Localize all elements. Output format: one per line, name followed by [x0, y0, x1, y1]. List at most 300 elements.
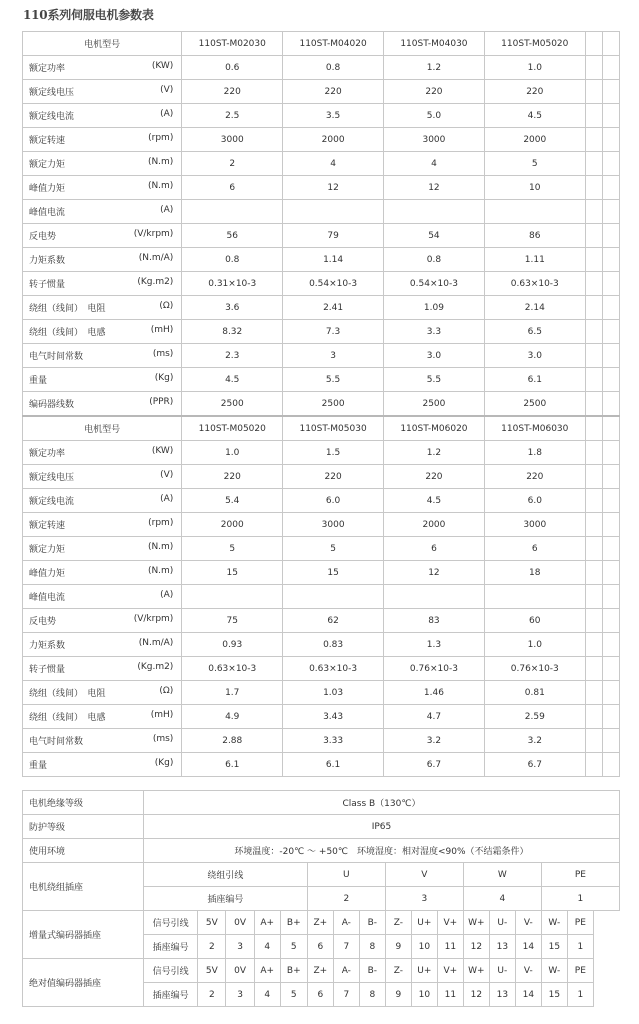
parameter-name: 力矩系数	[29, 641, 66, 651]
empty-cell	[585, 392, 602, 417]
parameter-value: 3.0	[384, 344, 485, 368]
parameter-value	[484, 200, 585, 224]
encoder-signal-cell: A+	[254, 911, 280, 935]
parameter-value: 6.1	[484, 368, 585, 392]
encoder-pin-cell: 6	[307, 935, 333, 959]
parameter-unit: (N.m)	[147, 157, 174, 167]
parameter-row	[23, 657, 620, 681]
parameter-label	[23, 753, 182, 777]
parameter-unit: (A)	[160, 494, 174, 504]
parameter-value: 12	[283, 176, 384, 200]
encoder-pin-cell: 4	[254, 935, 280, 959]
parameter-value: 1.03	[283, 681, 384, 705]
parameter-row	[23, 705, 620, 729]
parameter-value: 220	[484, 465, 585, 489]
empty-cell	[585, 753, 602, 777]
parameter-value: 6.7	[384, 753, 485, 777]
insulation-label: 电机绝缘等级	[23, 791, 144, 815]
empty-cell	[602, 705, 619, 729]
parameter-row	[23, 441, 620, 465]
encoder-pin-cell: 14	[515, 935, 541, 959]
encoder-signal-cell: W+	[463, 911, 489, 935]
parameter-value: 1.0	[484, 56, 585, 80]
winding-lead-cell: W	[463, 863, 541, 887]
parameter-row	[23, 200, 620, 224]
parameter-label-wrap	[23, 277, 181, 290]
encoder-signal-cell: Z+	[307, 959, 333, 983]
parameter-value: 6.7	[484, 753, 585, 777]
encoder-signal-cell: 0V	[226, 959, 254, 983]
parameter-value: 3	[283, 344, 384, 368]
parameter-value: 2.14	[484, 296, 585, 320]
encoder-pin-cell: 9	[385, 983, 411, 1007]
parameter-value: 5.5	[283, 368, 384, 392]
parameter-label-wrap	[23, 590, 181, 603]
parameter-label	[23, 80, 182, 104]
parameter-label-wrap	[23, 758, 181, 771]
motor-parameter-table	[22, 31, 620, 777]
parameter-value: 1.5	[283, 441, 384, 465]
empty-cell	[585, 248, 602, 272]
empty-cell	[602, 465, 619, 489]
parameter-value: 0.8	[182, 248, 283, 272]
encoder-pin-cell: 12	[463, 935, 489, 959]
parameter-value: 0.83	[283, 633, 384, 657]
empty-cell	[602, 56, 619, 80]
winding-pin-cell: 4	[463, 887, 541, 911]
parameter-value: 6.0	[484, 489, 585, 513]
parameter-value: 12	[384, 561, 485, 585]
parameter-label-wrap	[23, 349, 181, 362]
empty-cell	[602, 200, 619, 224]
parameter-value: 3.43	[283, 705, 384, 729]
parameter-name: 峰值电流	[29, 208, 66, 218]
empty-cell	[585, 609, 602, 633]
parameter-value: 6	[182, 176, 283, 200]
encoder-signal-label: 信号引线	[143, 911, 197, 935]
empty-cell	[602, 441, 619, 465]
parameter-label-wrap	[23, 181, 181, 194]
parameter-value: 2500	[283, 392, 384, 417]
parameter-name: 峰值力矩	[29, 569, 66, 579]
empty-cell	[585, 176, 602, 200]
parameter-name: 额定线电压	[29, 88, 75, 98]
encoder-pin-cell: 15	[541, 935, 567, 959]
winding-pin-cell: 3	[385, 887, 463, 911]
parameter-label	[23, 296, 182, 320]
parameter-label-wrap	[23, 686, 181, 699]
encoder-signal-cell: V+	[437, 959, 463, 983]
encoder-pin-cell: 15	[541, 983, 567, 1007]
parameter-unit: (Kg.m2)	[137, 277, 174, 287]
parameter-value: 3000	[484, 513, 585, 537]
parameter-label	[23, 344, 182, 368]
parameter-name: 反电势	[29, 232, 57, 242]
encoder-pin-label: 插座编号	[143, 983, 197, 1007]
parameter-label	[23, 705, 182, 729]
parameter-name: 额定功率	[29, 449, 66, 459]
empty-cell	[602, 80, 619, 104]
parameter-value: 1.09	[384, 296, 485, 320]
encoder-pin-cell: 9	[385, 935, 411, 959]
model-label: 电机型号	[23, 416, 182, 441]
empty-cell	[602, 104, 619, 128]
encoder-label: 增量式编码器插座	[23, 911, 144, 959]
parameter-value: 3.2	[384, 729, 485, 753]
parameter-label-wrap	[23, 61, 181, 74]
encoder-signal-cell: W+	[463, 959, 489, 983]
winding-lead-cell: V	[385, 863, 463, 887]
parameter-value: 1.3	[384, 633, 485, 657]
parameter-label-wrap	[23, 157, 181, 170]
empty-cell	[585, 681, 602, 705]
encoder-pin-cell: 1	[567, 935, 593, 959]
parameter-value: 62	[283, 609, 384, 633]
encoder-pin-cell: 10	[411, 983, 437, 1007]
parameter-value: 2000	[384, 513, 485, 537]
parameter-label	[23, 200, 182, 224]
parameter-label-wrap	[23, 614, 181, 627]
empty-cell	[585, 368, 602, 392]
parameter-unit: (Kg.m2)	[137, 662, 174, 672]
empty-cell	[602, 368, 619, 392]
parameter-value: 220	[283, 80, 384, 104]
encoder-pin-cell: 4	[254, 983, 280, 1007]
parameter-value: 12	[384, 176, 485, 200]
parameter-value: 54	[384, 224, 485, 248]
parameter-value: 220	[182, 465, 283, 489]
parameter-name: 力矩系数	[29, 256, 66, 266]
parameter-unit: (Kg)	[154, 373, 174, 383]
encoder-signal-cell: B-	[359, 959, 385, 983]
encoder-signal-cell: V+	[437, 911, 463, 935]
parameter-label	[23, 320, 182, 344]
parameter-value: 4.7	[384, 705, 485, 729]
encoder-signal-cell: Z+	[307, 911, 333, 935]
encoder-pin-cell: 6	[307, 983, 333, 1007]
parameter-unit: (V)	[160, 470, 174, 480]
parameter-value: 4.9	[182, 705, 283, 729]
encoder-label: 绝对值编码器插座	[23, 959, 144, 1007]
encoder-pin-cell: 5	[280, 983, 307, 1007]
encoder-pin-cell: 12	[463, 983, 489, 1007]
empty-cell	[602, 32, 619, 56]
parameter-label-wrap	[23, 470, 181, 483]
empty-cell	[585, 272, 602, 296]
parameter-value: 0.81	[484, 681, 585, 705]
parameter-unit: (N.m)	[147, 566, 174, 576]
parameter-value: 220	[182, 80, 283, 104]
parameter-value: 2500	[384, 392, 485, 417]
parameter-label-wrap	[23, 638, 181, 651]
parameter-value: 15	[182, 561, 283, 585]
parameter-label	[23, 224, 182, 248]
parameter-name: 额定线电流	[29, 497, 75, 507]
winding-lead-cell: PE	[541, 863, 619, 887]
parameter-value: 1.46	[384, 681, 485, 705]
wiring-table	[22, 790, 620, 1007]
parameter-label	[23, 609, 182, 633]
parameter-row	[23, 272, 620, 296]
parameter-value: 3.6	[182, 296, 283, 320]
parameter-label	[23, 633, 182, 657]
parameter-unit: (mH)	[150, 325, 174, 335]
encoder-signal-cell: W-	[541, 911, 567, 935]
parameter-label	[23, 392, 182, 417]
empty-cell	[602, 609, 619, 633]
empty-cell	[585, 585, 602, 609]
parameter-name: 电气时间常数	[29, 352, 84, 362]
winding-lead-row	[23, 863, 620, 887]
parameter-value: 6.0	[283, 489, 384, 513]
parameter-value: 0.8	[384, 248, 485, 272]
empty-cell	[585, 513, 602, 537]
parameter-name: 重量	[29, 761, 48, 771]
parameter-value: 2500	[182, 392, 283, 417]
parameter-value: 0.8	[283, 56, 384, 80]
parameter-value: 0.93	[182, 633, 283, 657]
parameter-unit: (mH)	[150, 710, 174, 720]
empty-cell	[602, 296, 619, 320]
parameter-unit: (A)	[160, 109, 174, 119]
parameter-value: 0.6	[182, 56, 283, 80]
encoder-pin-cell: 11	[437, 983, 463, 1007]
parameter-value: 4	[384, 152, 485, 176]
encoder-pin-cell: 14	[515, 983, 541, 1007]
model-name: 110ST-M05030	[283, 416, 384, 441]
parameter-value: 86	[484, 224, 585, 248]
model-label: 电机型号	[23, 32, 182, 56]
empty-cell	[585, 705, 602, 729]
parameter-unit: (PPR)	[149, 397, 174, 407]
parameter-row	[23, 176, 620, 200]
empty-cell	[585, 320, 602, 344]
model-name: 110ST-M02030	[182, 32, 283, 56]
parameter-value: 3.0	[484, 344, 585, 368]
parameter-value: 2.41	[283, 296, 384, 320]
empty-cell	[585, 104, 602, 128]
empty-cell	[585, 344, 602, 368]
empty-cell	[602, 729, 619, 753]
parameter-value: 83	[384, 609, 485, 633]
encoder-signal-cell: B+	[280, 911, 307, 935]
encoder-signal-cell: B-	[359, 911, 385, 935]
parameter-row	[23, 729, 620, 753]
encoder-pin-cell: 2	[198, 983, 226, 1007]
parameter-label-wrap	[23, 301, 181, 314]
empty-cell	[602, 633, 619, 657]
encoder-pin-cell: 2	[198, 935, 226, 959]
parameter-row	[23, 152, 620, 176]
parameter-value: 0.76×10-3	[484, 657, 585, 681]
parameter-row	[23, 56, 620, 80]
parameter-name: 额定力矩	[29, 545, 66, 555]
parameter-value: 79	[283, 224, 384, 248]
empty-cell	[602, 489, 619, 513]
parameter-value: 3.3	[384, 320, 485, 344]
environment-value: 环境温度：-20℃ ～ +50℃ 环境湿度：相对湿度<90%（不结霜条件）	[143, 839, 619, 863]
encoder-pin-cell: 5	[280, 935, 307, 959]
parameter-name: 额定转速	[29, 136, 66, 146]
encoder-pin-cell: 8	[359, 983, 385, 1007]
parameter-value: 3.33	[283, 729, 384, 753]
encoder-signal-cell: Z-	[385, 911, 411, 935]
empty-cell	[585, 441, 602, 465]
parameter-row	[23, 224, 620, 248]
empty-cell	[602, 513, 619, 537]
parameter-value: 220	[384, 80, 485, 104]
parameter-label-wrap	[23, 518, 181, 531]
encoder-signal-cell: B+	[280, 959, 307, 983]
parameter-value: 5.0	[384, 104, 485, 128]
encoder-signal-cell: A-	[333, 911, 359, 935]
empty-cell	[585, 80, 602, 104]
parameter-value: 0.63×10-3	[283, 657, 384, 681]
model-name: 110ST-M06030	[484, 416, 585, 441]
parameter-label	[23, 561, 182, 585]
parameter-value: 3000	[384, 128, 485, 152]
parameter-value: 0.54×10-3	[384, 272, 485, 296]
encoder-pin-cell: 13	[489, 935, 515, 959]
encoder-pin-cell: 13	[489, 983, 515, 1007]
empty-cell	[602, 681, 619, 705]
parameter-label	[23, 104, 182, 128]
parameter-label	[23, 368, 182, 392]
parameter-unit: (A)	[160, 590, 174, 600]
encoder-signal-row	[23, 911, 620, 935]
parameter-name: 反电势	[29, 617, 57, 627]
parameter-value: 5.5	[384, 368, 485, 392]
parameter-value: 0.63×10-3	[182, 657, 283, 681]
parameter-value: 1.0	[182, 441, 283, 465]
parameter-value: 10	[484, 176, 585, 200]
winding-pin-label: 插座编号	[143, 887, 307, 911]
empty-cell	[602, 224, 619, 248]
parameter-name: 电气时间常数	[29, 737, 84, 747]
model-name: 110ST-M04030	[384, 32, 485, 56]
protection-label: 防护等级	[23, 815, 144, 839]
empty-cell	[585, 633, 602, 657]
parameter-unit: (V)	[160, 85, 174, 95]
parameter-label-wrap	[23, 734, 181, 747]
parameter-row	[23, 537, 620, 561]
winding-label: 电机绕组插座	[23, 863, 144, 911]
encoder-signal-cell: A-	[333, 959, 359, 983]
parameter-value: 2000	[283, 128, 384, 152]
winding-lead-label: 绕组引线	[143, 863, 307, 887]
parameter-unit: (KW)	[151, 446, 174, 456]
empty-cell	[585, 152, 602, 176]
encoder-pin-cell: 3	[226, 983, 254, 1007]
parameter-value: 7.3	[283, 320, 384, 344]
parameter-name: 额定转速	[29, 521, 66, 531]
parameter-name: 绕组（线间） 电阻	[29, 304, 106, 314]
encoder-pin-cell: 11	[437, 935, 463, 959]
parameter-label	[23, 272, 182, 296]
parameter-value: 1.2	[384, 441, 485, 465]
parameter-row	[23, 633, 620, 657]
parameter-row	[23, 80, 620, 104]
parameter-label	[23, 441, 182, 465]
parameter-label-wrap	[23, 253, 181, 266]
parameter-row	[23, 489, 620, 513]
parameter-name: 额定力矩	[29, 160, 66, 170]
parameter-row	[23, 465, 620, 489]
parameter-value: 220	[283, 465, 384, 489]
parameter-name: 转子惯量	[29, 665, 66, 675]
model-name: 110ST-M06020	[384, 416, 485, 441]
parameter-name: 额定功率	[29, 64, 66, 74]
empty-cell	[585, 56, 602, 80]
parameter-name: 额定线电压	[29, 473, 75, 483]
empty-cell	[585, 32, 602, 56]
parameter-value: 6	[484, 537, 585, 561]
parameter-value: 8.32	[182, 320, 283, 344]
parameter-value: 3000	[283, 513, 384, 537]
encoder-signal-cell: 5V	[198, 911, 226, 935]
parameter-value: 4.5	[182, 368, 283, 392]
parameter-row	[23, 561, 620, 585]
empty-cell	[602, 392, 619, 417]
parameter-value: 1.8	[484, 441, 585, 465]
winding-pin-cell: 1	[541, 887, 619, 911]
encoder-signal-cell: V-	[515, 959, 541, 983]
parameter-name: 峰值电流	[29, 593, 66, 603]
encoder-signal-cell: U-	[489, 911, 515, 935]
parameter-name: 峰值力矩	[29, 184, 66, 194]
parameter-unit: (N.m/A)	[138, 253, 174, 263]
parameter-unit: (ms)	[152, 349, 174, 359]
encoder-pin-cell: 8	[359, 935, 385, 959]
parameter-value: 1.0	[484, 633, 585, 657]
parameter-name: 绕组（线间） 电感	[29, 713, 106, 723]
parameter-label	[23, 537, 182, 561]
parameter-value	[384, 585, 485, 609]
empty-cell	[602, 176, 619, 200]
parameter-label	[23, 248, 182, 272]
encoder-signal-cell: A+	[254, 959, 280, 983]
parameter-name: 转子惯量	[29, 280, 66, 290]
parameter-label	[23, 176, 182, 200]
parameter-label-wrap	[23, 373, 181, 386]
parameter-row	[23, 248, 620, 272]
parameter-unit: (V/krpm)	[133, 614, 174, 624]
parameter-label-wrap	[23, 710, 181, 723]
parameter-row	[23, 344, 620, 368]
parameter-name: 绕组（线间） 电阻	[29, 689, 106, 699]
empty-cell	[602, 561, 619, 585]
parameter-label-wrap	[23, 662, 181, 675]
empty-cell	[585, 729, 602, 753]
parameter-value: 2	[182, 152, 283, 176]
empty-cell	[602, 248, 619, 272]
parameter-value: 2.5	[182, 104, 283, 128]
parameter-name: 编码器线数	[29, 400, 75, 410]
parameter-row	[23, 320, 620, 344]
parameter-name: 额定线电流	[29, 112, 75, 122]
parameter-value	[182, 200, 283, 224]
parameter-label-wrap	[23, 397, 181, 410]
encoder-pin-cell: 1	[567, 983, 593, 1007]
parameter-unit: (N.m/A)	[138, 638, 174, 648]
model-name: 110ST-M05020	[484, 32, 585, 56]
encoder-pin-label: 插座编号	[143, 935, 197, 959]
parameter-value: 6.1	[283, 753, 384, 777]
encoder-signal-cell: U-	[489, 959, 515, 983]
encoder-signal-cell: U+	[411, 959, 437, 983]
parameter-value: 56	[182, 224, 283, 248]
parameter-value: 4	[283, 152, 384, 176]
